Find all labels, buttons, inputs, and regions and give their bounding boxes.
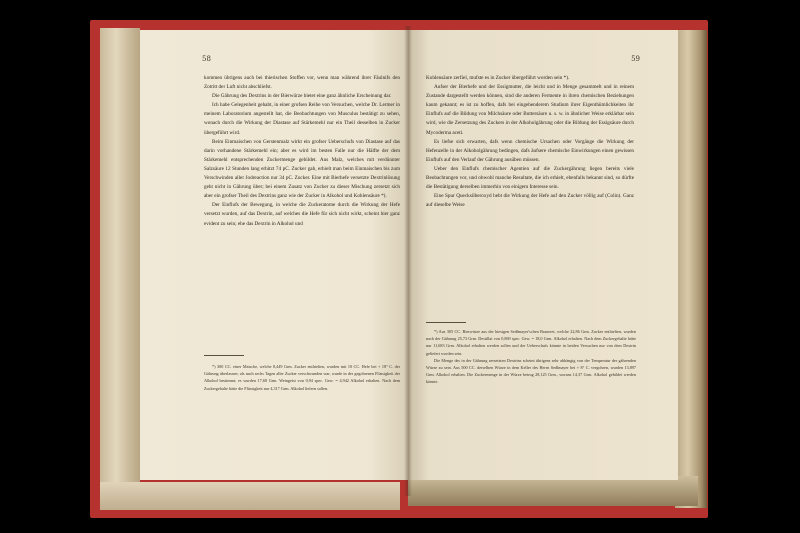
paragraph: Aufser der Bierhefe und der Essigmutter, die leicht und in Menge gesammelt und in reinem Zustande dargestellt werden können, sind die anderen Fermente in ihren chemischen Beziehungen kaum gekannt; es ist zu hoffen, dafs bei eingehenderem Studium ihrer Eigenthümlichkeiten ihr Einflufs auf die Bildung von Milchsäure oder Buttersäure u. s. w. in ähnlicher Weise erklärbar sein wird, wie die Zersetzung des Zuckers in der Alkoholgährung oder die Bildung der Essigsäure durch Mycoderma aceti. [426, 84, 634, 136]
right-bottom-edges [408, 476, 698, 506]
paragraph: Kohlensäure zerfiel, mufste es in Zucker übergeführt worden sein *). [426, 75, 570, 81]
footnote-text: *) Aus 305 CC. Bierwürze aus der hiesigen Sedlmayer'schen Brauerei, welche 22,86 Grm. Zucker enthielten, wurden nach der Gährung 25,73 Grm. Destillat von 0,869 spec. Gew. = 18,0 Grm. Alkohol erhalten. Nach dem Zuckergehalte hätte nur 11,683 Grm. Alkohol erhalten werden sollen und der Ueberschufs könnte in beiden Versuchen nur von dem Dextrin geliefert worden sein. [426, 329, 636, 356]
right-footnote [426, 328, 636, 386]
left-footnote [204, 363, 400, 392]
footnote-text: Die Menge des in der Gährung zersetzten Dextrins scheint übrigens sehr abhängig von der Temperatur der gährenden Würze zu sein. Aus 500 CC. derselben Würze in dem Keller des Herrn Sedlmayer bei + 8° C. vergohren, wurden 13,897 Grm. Alkohol erhalten. Die Zuckermenge in der Würze betrug 28,125 Grm., worans 14,37 Grm. Alkohol gebildet werden könnte. [426, 357, 636, 385]
paragraph: Beim Einmaischen von Gerstenmalz wirkt ein grofser Ueberschufs von Diastase auf das darin vorhandene Stärkemehl ein; aber es wird im besten Falle nur die Hälfte der dem Stärkemehl entsprechenden Zuckermenge gebildet. Aus Malz, welches mit verdünnter Salzsäure 12 Stunden lang erhitzt 74 pC. Zucker gab, erhielt man beim Einmaischen bis zum Verschwinden aller Jodreaction nur 34 pC. Zucker. Eine mit Bierhefe versetzte Dextrinlösung geht nicht in Gährung über; bei einem Zusatz von Zucker zu dieser Mischung zersetzt sich aber ein grofser Theil des Dextrins ganz wie der Zucker in Alkohol und Kohlensäure *). [204, 138, 400, 200]
paragraph: Es liefse sich erwarten, dafs wenn chemische Ursachen oder Vorgänge die Wirkung der Hefenzelle in der Alkoholgährung bedingen, dafs äufsere chemische Einwirkungen einen gewissen Einflufs auf den Verlauf der Gährung ausüben müssen. [426, 138, 634, 163]
right-page-body [426, 74, 634, 210]
footnote-rule [426, 322, 466, 323]
paragraph: kommen übrigens auch bei thierischen Stoffen vor, wenn man während ihrer Fäulnifs den Zotritt der Luft nicht abschliefst. [204, 75, 400, 91]
book-gutter [404, 26, 412, 496]
paragraph: Ich habe Gelegenheit gehabt, in einer grofsen Reihe von Versuchen, welche Dr. Lermer in meinem Laboratorium angestellt hat, die Beobachtungen von Musculus bestätigt zu sehen, wonach durch die Wirkung der Diastase auf Stärkemehl nur ein Theil desselben in Zucker übergeführt wird. [204, 102, 400, 136]
paragraph: Eine Spur Quecksilberoxyd hebt die Wirkung der Hefe auf den Zucker völlig auf (Colin). Ganz auf dieselbe Weise [426, 193, 634, 209]
left-page-edges [100, 28, 140, 510]
paragraph: Der Einflufs der Bewegung, in welche die Zuckeratome durch die Wirkung der Hefe versetzt wurden, auf das Dextrin, auf welches die Hefe für sich nicht wirkt, scheint hier ganz evident zu sein; ehe das Dextrin in Alkohol und [204, 202, 400, 227]
left-page [140, 30, 408, 480]
page-number-left: 58 [202, 55, 211, 63]
paragraph: Die Gährung des Dextrins in der Bierwürze bietet eine ganz ähnliche Erscheinung dar. [212, 93, 392, 100]
footnote-text: *) 300 CC. einer Maische, welche 8,449 Grm. Zucker enthielten, wurden mit 10 CC. Hefe bei + 18° C. der Gährung überlassen; als nach sechs Tagen aller Zucker verschwunden war, wurde in der gegohrenen Flüssigkeit der Alkohol bestimmt; es wurden 17,68 Grm. Weingeist von 0,94 spec. Gew. = 4,942 Alkohol erhalten. Nach dem Zuckergehalte hätte die Flüssigkeit nur 4,317 Grm. Alkohol liefern sollen. [204, 364, 400, 391]
left-bottom-edges [100, 482, 400, 510]
right-page [408, 30, 678, 480]
left-page-body [204, 74, 400, 229]
page-number-right: 59 [631, 55, 640, 63]
paragraph: Ueber den Einflufs chemischer Agentien auf die Zuckergährung liegen bereits viele Beobachtungen vor, und obwohl manche Resultate, die ich erhielt, ebenfalls bekannt sind, so dürfte die Bestätigung derselben immerhin von einigem Interesse sein. [426, 165, 634, 191]
footnote-rule [204, 355, 244, 356]
right-page-edges [675, 30, 707, 508]
